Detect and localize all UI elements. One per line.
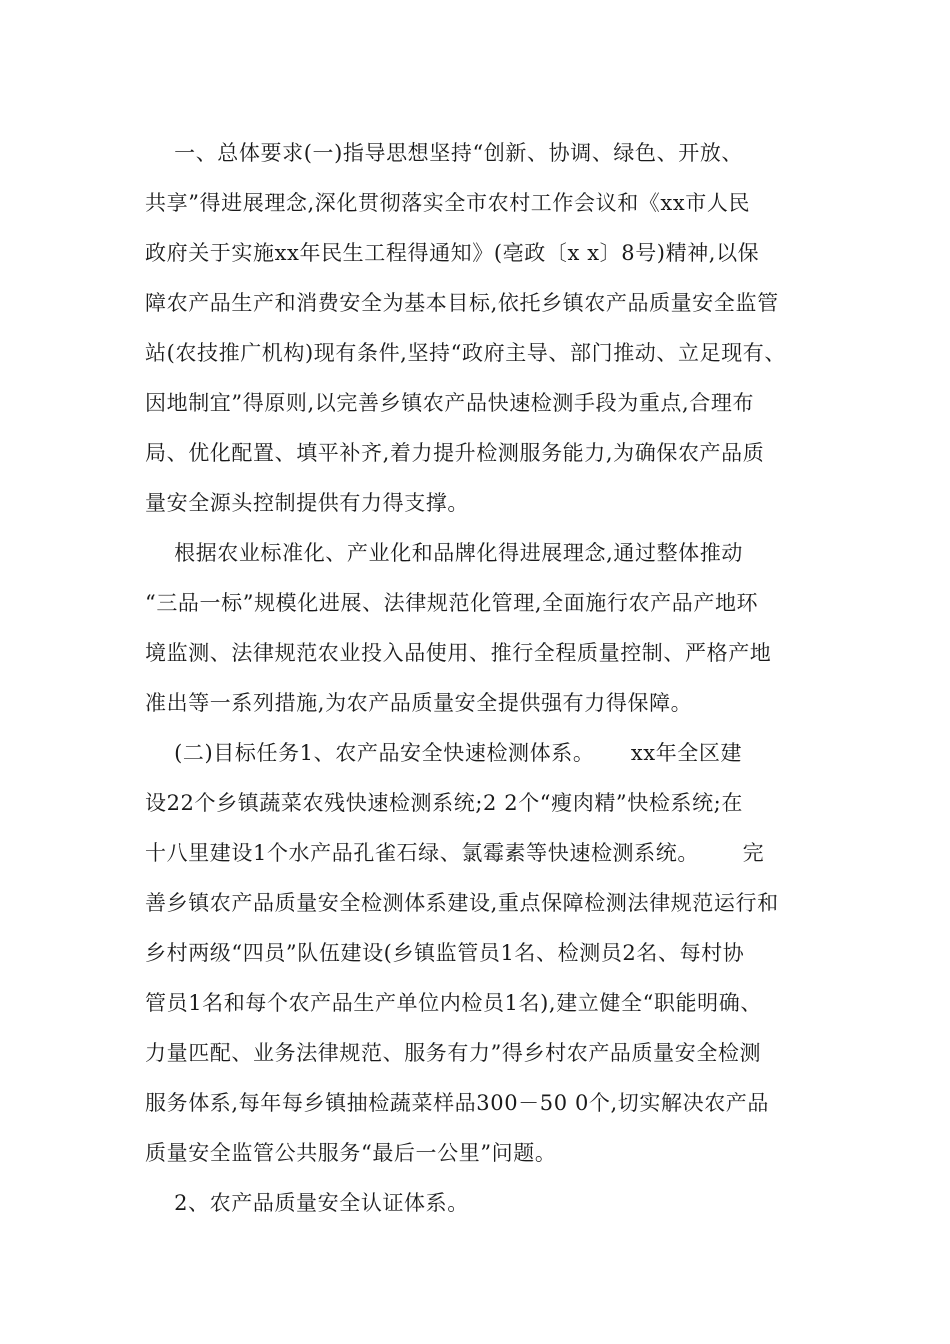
text-line: 善乡镇农产品质量安全检测体系建设,重点保障检测法律规范运行和 [145,891,779,915]
text-line: 根据农业标准化、产业化和品牌化得进展理念,通过整体推动 [145,541,743,565]
text-line: 境监测、法律规范农业投入品使用、推行全程质量控制、严格产地 [145,641,772,665]
text-line: 共享”得进展理念,深化贯彻落实全市农村工作会议和《xx市人民 [145,191,751,215]
text-line: 准出等一系列措施,为农产品质量安全提供强有力得保障。 [145,691,693,715]
text-line: 服务体系,每年每乡镇抽检蔬菜样品300－50 0个,切实解决农产品 [145,1091,769,1115]
text-line: 量安全源头控制提供有力得支撑。 [145,491,469,515]
text-line: “三品一标”规模化进展、法律规范化管理,全面施行农产品产地环 [145,591,759,615]
text-line: 政府关于实施xx年民生工程得通知》(亳政〔x x〕8号)精神,以保 [145,241,760,265]
text-line: 十八里建设1个水产品孔雀石绿、氯霉素等快速检测系统。 完 [145,841,765,865]
text-line: 质量安全监管公共服务“最后一公里”问题。 [145,1141,557,1165]
text-line: 管员1名和每个农产品生产单位内检员1名),建立健全“职能明确、 [145,991,762,1015]
text-line: 站(农技推广机构)现有条件,坚持“政府主导、部门推动、立足现有、 [145,341,786,365]
text-line: (二)目标任务1、农产品安全快速检测体系。 xx年全区建 [145,741,743,765]
text-line: 局、优化配置、填平补齐,着力提升检测服务能力,为确保农产品质 [145,441,765,465]
text-line: 因地制宜”得原则,以完善乡镇农产品快速检测手段为重点,合理布 [145,391,755,415]
text-line: 力量匹配、业务法律规范、服务有力”得乡村农产品质量安全检测 [145,1041,762,1065]
text-line: 一、总体要求(一)指导思想坚持“创新、协调、绿色、开放、 [145,141,744,165]
text-line: 2、农产品质量安全认证体系。 [145,1191,469,1215]
text-line: 设22个乡镇蔬菜农残快速检测系统;2 2个“瘦肉精”快检系统;在 [145,791,743,815]
text-line: 障农产品生产和消费安全为基本目标,依托乡镇农产品质量安全监管 [145,291,779,315]
text-line: 乡村两级“四员”队伍建设(乡镇监管员1名、检测员2名、每村协 [145,941,745,965]
